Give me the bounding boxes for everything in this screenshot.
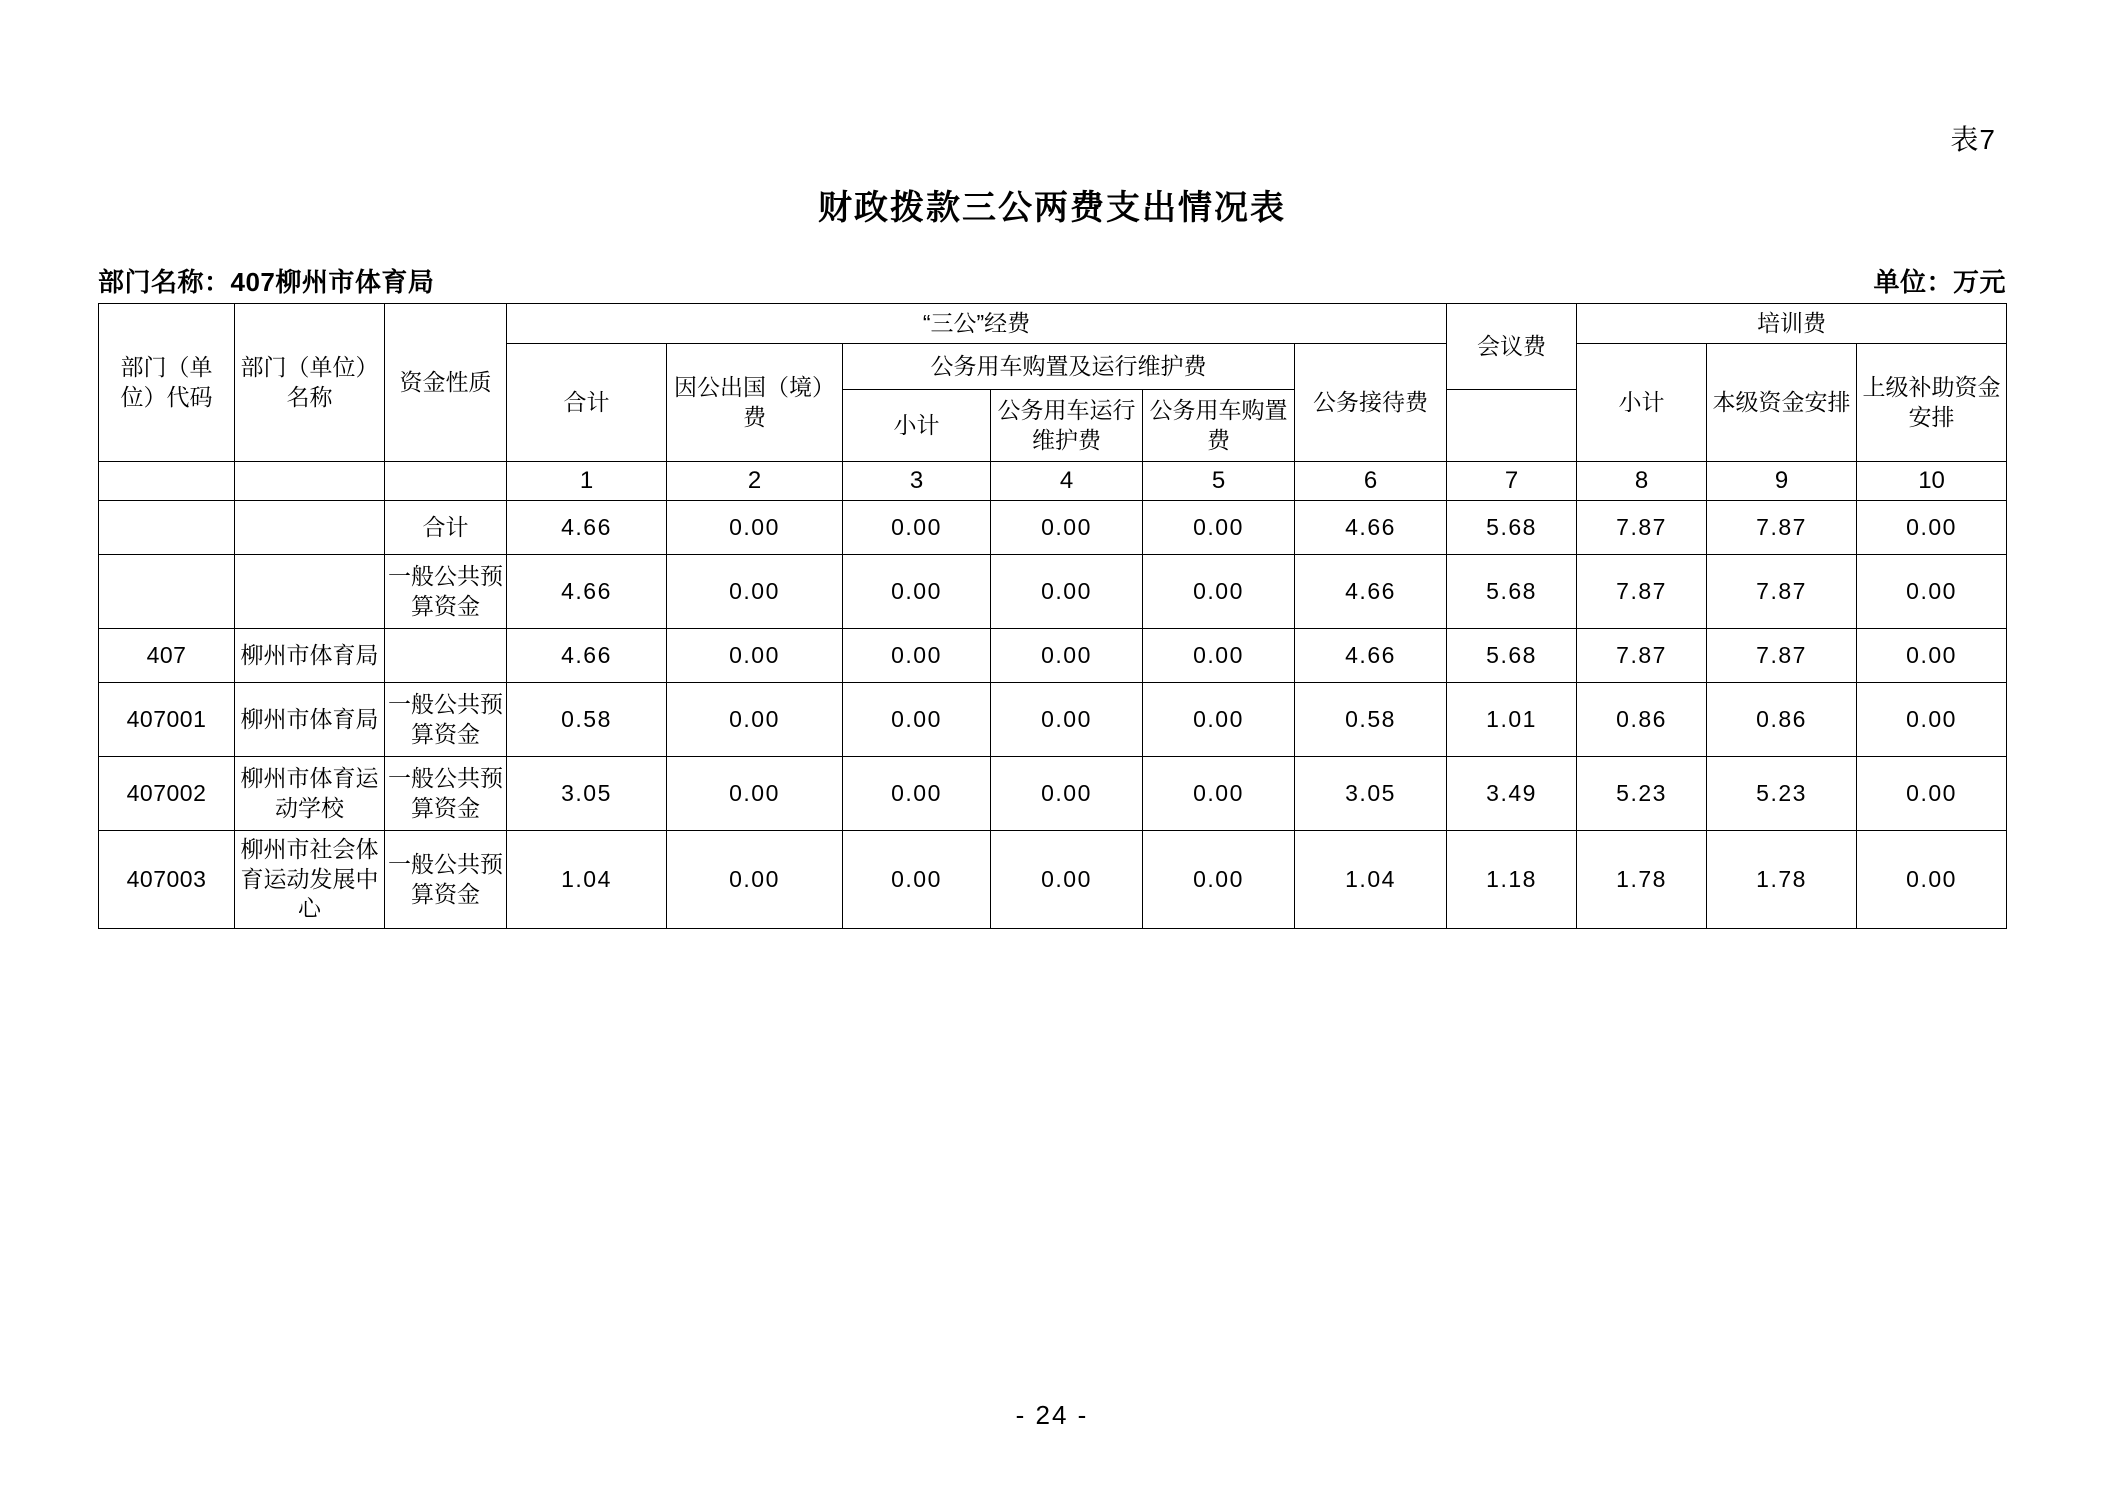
row-dept-name: 柳州市体育局 [235, 683, 385, 757]
row-value-1: 0.58 [507, 683, 667, 757]
row-value-8: 5.23 [1577, 757, 1707, 831]
header-vehicle-maintenance-label: 公务用车运行维护费 [997, 397, 1136, 453]
index-col-9: 9 [1707, 462, 1857, 501]
header-training-local [1707, 344, 1857, 462]
row-value-10: 0.00 [1857, 683, 2007, 757]
row-value-6: 4.66 [1295, 629, 1447, 683]
row-dept-code [99, 555, 235, 629]
header-training-subtotal-label: 小计 [1618, 388, 1665, 415]
header-vehicle-subtotal-label: 小计 [893, 411, 940, 438]
row-value-1: 4.66 [507, 501, 667, 555]
row-value-3: 0.00 [843, 501, 991, 555]
row-value-4: 0.00 [991, 831, 1143, 929]
row-value-5: 0.00 [1143, 555, 1295, 629]
header-training-upper [1857, 344, 2007, 462]
row-value-6: 4.66 [1295, 555, 1447, 629]
row-fund-nature [385, 629, 507, 683]
row-value-6: 0.58 [1295, 683, 1447, 757]
row-value-2: 0.00 [667, 555, 843, 629]
row-value-5: 0.00 [1143, 501, 1295, 555]
header-sangong-total [507, 344, 667, 462]
header-reception-fee-label: 公务接待费 [1313, 388, 1429, 415]
row-fund-nature: 一般公共预算资金 [385, 555, 507, 629]
header-vehicle-purchase-label: 公务用车购置费 [1149, 397, 1288, 453]
row-value-4: 0.00 [991, 629, 1143, 683]
row-value-8: 7.87 [1577, 555, 1707, 629]
meta-row [98, 262, 2006, 299]
table-row [99, 501, 2007, 555]
index-col-1: 1 [507, 462, 667, 501]
row-value-7: 5.68 [1447, 555, 1577, 629]
header-dept-name [235, 304, 385, 462]
row-value-4: 0.00 [991, 555, 1143, 629]
sheet-label: 表7 [1950, 124, 1996, 155]
table-row [99, 629, 2007, 683]
row-value-9: 0.86 [1707, 683, 1857, 757]
row-dept-code [99, 501, 235, 555]
row-value-2: 0.00 [667, 629, 843, 683]
row-value-7: 1.01 [1447, 683, 1577, 757]
index-col-5: 5 [1143, 462, 1295, 501]
row-value-9: 7.87 [1707, 501, 1857, 555]
row-value-9: 7.87 [1707, 555, 1857, 629]
header-vehicle-group: 公务用车购置及运行维护费 [843, 344, 1295, 390]
index-blank-2 [235, 462, 385, 501]
header-sangong-group: “三公”经费 [507, 304, 1447, 344]
row-fund-nature: 一般公共预算资金 [385, 831, 507, 929]
row-value-8: 1.78 [1577, 831, 1707, 929]
index-col-3: 3 [843, 462, 991, 501]
index-col-4: 4 [991, 462, 1143, 501]
row-value-9: 5.23 [1707, 757, 1857, 831]
header-vehicle-maintenance [991, 390, 1143, 462]
index-col-10: 10 [1857, 462, 2007, 501]
header-dept-code [99, 304, 235, 462]
table-index-row [99, 462, 2007, 501]
row-value-4: 0.00 [991, 501, 1143, 555]
row-dept-name [235, 501, 385, 555]
table-row [99, 757, 2007, 831]
row-value-8: 7.87 [1577, 629, 1707, 683]
row-value-10: 0.00 [1857, 501, 2007, 555]
row-value-5: 0.00 [1143, 683, 1295, 757]
index-blank-1 [99, 462, 235, 501]
row-value-3: 0.00 [843, 831, 991, 929]
header-sangong-total-label: 合计 [563, 388, 610, 415]
row-value-7: 5.68 [1447, 629, 1577, 683]
row-value-10: 0.00 [1857, 757, 2007, 831]
table-row [99, 555, 2007, 629]
row-value-2: 0.00 [667, 683, 843, 757]
row-value-1: 3.05 [507, 757, 667, 831]
budget-table [98, 303, 2007, 929]
row-fund-nature: 一般公共预算资金 [385, 683, 507, 757]
row-fund-nature: 合计 [385, 501, 507, 555]
index-col-7: 7 [1447, 462, 1577, 501]
row-value-1: 4.66 [507, 555, 667, 629]
row-fund-nature: 一般公共预算资金 [385, 757, 507, 831]
row-value-9: 7.87 [1707, 629, 1857, 683]
header-training-local-label: 本级资金安排 [1712, 388, 1851, 415]
row-value-2: 0.00 [667, 501, 843, 555]
header-abroad-fee [667, 344, 843, 462]
row-value-3: 0.00 [843, 757, 991, 831]
index-blank-3 [385, 462, 507, 501]
row-value-5: 0.00 [1143, 629, 1295, 683]
row-value-9: 1.78 [1707, 831, 1857, 929]
row-dept-name: 柳州市社会体育运动发展中心 [235, 831, 385, 929]
index-col-2: 2 [667, 462, 843, 501]
row-value-3: 0.00 [843, 683, 991, 757]
row-value-7: 5.68 [1447, 501, 1577, 555]
row-value-6: 3.05 [1295, 757, 1447, 831]
row-dept-code: 407001 [99, 683, 235, 757]
row-value-6: 4.66 [1295, 501, 1447, 555]
row-value-2: 0.00 [667, 831, 843, 929]
row-dept-name: 柳州市体育局 [235, 629, 385, 683]
row-value-8: 7.87 [1577, 501, 1707, 555]
header-training-upper-label: 上级补助资金安排 [1862, 374, 2001, 430]
department-name-label: 部门名称：407柳州市体育局 [98, 267, 435, 297]
table-row [99, 831, 2007, 929]
header-meeting-fee [1447, 304, 1577, 390]
table-row [99, 683, 2007, 757]
budget-table-wrapper [98, 303, 2006, 929]
row-value-2: 0.00 [667, 757, 843, 831]
row-dept-code: 407 [99, 629, 235, 683]
page-number: - 24 - [1015, 1400, 1089, 1430]
row-value-4: 0.00 [991, 683, 1143, 757]
header-training-subtotal [1577, 344, 1707, 462]
table-body [99, 501, 2007, 929]
header-vehicle-subtotal [843, 390, 991, 462]
page-title: 财政拨款三公两费支出情况表 [818, 189, 1286, 227]
header-reception-fee [1295, 344, 1447, 462]
index-col-6: 6 [1295, 462, 1447, 501]
table-header-row-1 [99, 304, 2007, 344]
row-value-5: 0.00 [1143, 831, 1295, 929]
header-meeting-fee-label: 会议费 [1477, 332, 1547, 359]
row-dept-code: 407002 [99, 757, 235, 831]
header-fund-nature-label: 资金性质 [399, 368, 492, 395]
row-value-7: 3.49 [1447, 757, 1577, 831]
index-col-8: 8 [1577, 462, 1707, 501]
row-value-10: 0.00 [1857, 831, 2007, 929]
row-value-10: 0.00 [1857, 629, 2007, 683]
header-dept-name-label: 部门（单位）名称 [240, 354, 379, 410]
header-dept-code-label: 部门（单位）代码 [120, 354, 213, 410]
row-dept-name [235, 555, 385, 629]
header-training-group: 培训费 [1577, 304, 2007, 344]
header-abroad-fee-label: 因公出国（境）费 [674, 374, 835, 430]
row-value-5: 0.00 [1143, 757, 1295, 831]
row-value-6: 1.04 [1295, 831, 1447, 929]
row-value-8: 0.86 [1577, 683, 1707, 757]
row-dept-name: 柳州市体育运动学校 [235, 757, 385, 831]
row-dept-code: 407003 [99, 831, 235, 929]
row-value-4: 0.00 [991, 757, 1143, 831]
header-fund-nature [385, 304, 507, 462]
row-value-3: 0.00 [843, 629, 991, 683]
row-value-1: 4.66 [507, 629, 667, 683]
row-value-10: 0.00 [1857, 555, 2007, 629]
header-vehicle-purchase [1143, 390, 1295, 462]
currency-unit-label: 单位：万元 [1873, 267, 2006, 297]
row-value-3: 0.00 [843, 555, 991, 629]
row-value-7: 1.18 [1447, 831, 1577, 929]
row-value-1: 1.04 [507, 831, 667, 929]
